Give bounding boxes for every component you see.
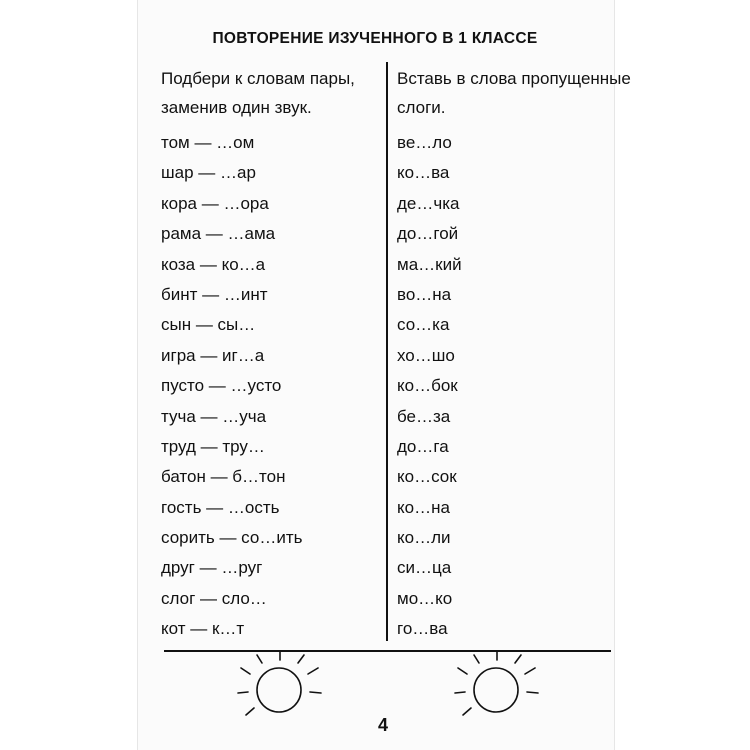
syllable-item: хо…шо xyxy=(397,345,455,365)
word-pair-item: коза — ко…а xyxy=(161,254,266,274)
word-pair-item: рама — …ама xyxy=(161,224,276,244)
page-title: ПОВТОРЕНИЕ ИЗУЧЕННОГО В 1 КЛАССЕ xyxy=(212,30,538,47)
word-pair-item: гость — …ость xyxy=(161,497,280,517)
right-instruction-line1: Вставь в слова пропущенные xyxy=(397,69,631,88)
word-pair-item: кора — …ора xyxy=(161,193,269,213)
word-pair-item: кот — к…т xyxy=(161,619,245,639)
syllable-item: бе…за xyxy=(397,406,451,426)
word-pair-item: том — …ом xyxy=(161,133,255,152)
right-instruction-line2: слоги. xyxy=(397,98,446,117)
syllable-item: со…ка xyxy=(397,315,450,335)
column-divider xyxy=(386,62,388,641)
word-pair-item: шар — …ар xyxy=(161,163,256,183)
word-pair-item: труд — тру… xyxy=(161,436,265,456)
syllable-item: до…гой xyxy=(397,224,459,244)
syllable-item: го…ва xyxy=(397,619,448,639)
left-instruction xyxy=(161,64,376,122)
syllable-item: ко…ли xyxy=(397,528,451,548)
word-pair-item: друг — …руг xyxy=(161,558,263,578)
word-pair-item: сорить — со…ить xyxy=(161,528,303,548)
syllable-item: мо…ко xyxy=(397,588,453,608)
syllable-item: во…на xyxy=(397,284,452,304)
word-pair-item: игра — иг…а xyxy=(161,345,265,365)
left-instruction-line2: заменив один звук. xyxy=(161,98,312,117)
left-column xyxy=(161,64,376,645)
left-instruction-line1: Подбери к словам пары, xyxy=(161,69,355,88)
page-number: 4 xyxy=(378,715,389,735)
word-pair-item: туча — …уча xyxy=(161,406,267,426)
sun-icon xyxy=(446,650,546,722)
word-pair-item: бинт — …инт xyxy=(161,284,268,304)
syllable-item: де…чка xyxy=(397,193,460,213)
syllable-item: ко…на xyxy=(397,497,450,517)
sun-icon xyxy=(230,650,330,722)
syllable-item: ко…ва xyxy=(397,163,450,183)
syllable-item: до…га xyxy=(397,436,449,456)
syllable-item: ко…сок xyxy=(397,467,457,487)
syllable-item: ве…ло xyxy=(397,133,452,152)
syllable-item: си…ца xyxy=(397,558,452,578)
right-instruction xyxy=(397,64,631,122)
syllable-item: ко…бок xyxy=(397,376,458,396)
right-column xyxy=(397,64,631,645)
word-pair-item: батон — б…тон xyxy=(161,467,286,487)
word-pair-item: пусто — …усто xyxy=(161,376,282,396)
word-pair-item: слог — сло… xyxy=(161,588,267,608)
syllable-item: ма…кий xyxy=(397,254,462,274)
word-pair-item: сын — сы… xyxy=(161,315,256,335)
